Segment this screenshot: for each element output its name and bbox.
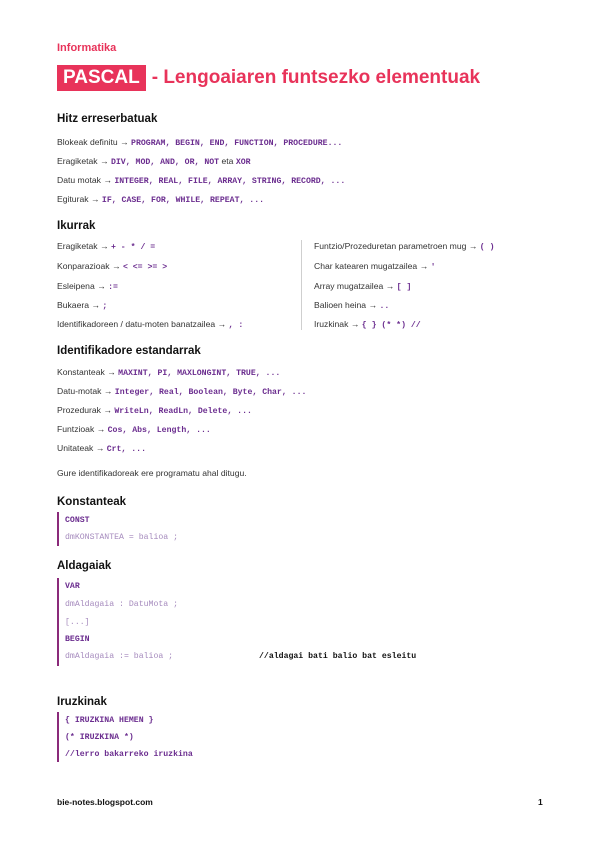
item-code: INTEGER, REAL, FILE, ARRAY, STRING, RECORD, ... (114, 177, 346, 186)
code-line: (* IRUZKINA *) (65, 733, 134, 742)
list-item (57, 300, 107, 311)
item-code: ' (430, 263, 436, 272)
code-line: [...] (65, 618, 90, 627)
section-heading-hitz: Hitz erreserbatuak (57, 113, 158, 125)
list-item (57, 405, 252, 416)
list-item (57, 424, 211, 435)
list-item (57, 367, 280, 378)
item-label: Konparazioak → (57, 261, 121, 271)
item-label: Datu motak → (57, 175, 112, 185)
code-line: { IRUZKINA HEMEN } (65, 716, 154, 725)
list-item (57, 281, 118, 292)
code-line: dmAldagaia : DatuMota ; (65, 600, 179, 609)
list-item (57, 319, 243, 330)
code-comment: //aldagai bati balio bat esleitu (259, 652, 417, 661)
code-line: CONST (65, 516, 90, 525)
item-code: := (108, 283, 118, 292)
section-heading-konstanteak: Konstanteak (57, 496, 127, 508)
section-heading-iruzkinak: Iruzkinak (57, 696, 107, 708)
item-label: Funtzioak → (57, 424, 106, 434)
code-block-konstanteak (57, 512, 179, 546)
item-label: Iruzkinak → (314, 319, 360, 329)
item-code: Crt, ... (106, 445, 146, 454)
list-item (314, 281, 411, 292)
code-line: dmAldagaia := balioa ; (65, 652, 174, 661)
list-item (314, 300, 389, 311)
list-item (57, 175, 345, 186)
item-label: Unitateak → (57, 443, 105, 453)
item-label: Eragiketak → (57, 156, 109, 166)
code-line: BEGIN (65, 635, 90, 644)
item-label: Konstanteak → (57, 367, 116, 377)
title-badge: PASCAL (57, 65, 146, 91)
item-label: Egiturak → (57, 194, 100, 204)
item-label: Datu-motak → (57, 386, 113, 396)
list-item (57, 386, 306, 397)
list-item (57, 443, 146, 454)
page-number: 1 (538, 797, 543, 807)
section-heading-aldagaiak: Aldagaiak (57, 560, 112, 572)
item-code: < <= >= > (122, 263, 168, 272)
code-line: VAR (65, 582, 80, 591)
code-line: //lerro bakarreko iruzkina (65, 750, 193, 759)
item-code: { } (* *) // (361, 321, 421, 330)
section-heading-identifikadore: Identifikadore estandarrak (57, 345, 201, 357)
list-item (314, 319, 421, 330)
list-item (57, 194, 264, 205)
section-heading-ikurrak: Ikurrak (57, 220, 96, 232)
list-item (57, 137, 342, 148)
list-item (314, 261, 435, 272)
item-code: , : (228, 321, 244, 330)
title-text: - Lengoaiaren funtsezko elementuak (151, 67, 481, 88)
identifier-note: Gure identifikadoreak ere programatu ahal ditugu. (57, 468, 247, 478)
item-code: XOR (235, 158, 251, 167)
item-label: Blokeak definitu → (57, 137, 129, 147)
item-code: WriteLn, ReadLn, Delete, ... (114, 407, 252, 416)
column-divider (301, 240, 302, 330)
item-code: .. (379, 302, 390, 311)
list-item (314, 241, 495, 252)
code-line: dmKONSTANTEA = balioa ; (65, 533, 179, 542)
list-item (57, 261, 167, 272)
item-label: Funtzio/Prozeduretan parametroen mug → (314, 241, 478, 251)
item-label: Balioen heina → (314, 300, 378, 310)
footer-site-link[interactable]: bie-notes.blogspot.com (57, 797, 153, 807)
item-code: Cos, Abs, Length, ... (107, 426, 211, 435)
item-code: DIV, MOD, AND, OR, NOT (110, 158, 220, 167)
list-item (57, 241, 155, 252)
item-label: Prozedurak → (57, 405, 112, 415)
list-item (57, 156, 251, 167)
item-label: Identifikadoreen / datu-moten banatzailea → (57, 319, 227, 329)
item-label: Bukaera → (57, 300, 100, 310)
item-code: [ ] (396, 283, 412, 292)
item-code: Integer, Real, Boolean, Byte, Char, ... (114, 388, 307, 397)
code-block-iruzkinak (57, 712, 193, 762)
item-text: eta (219, 156, 236, 166)
code-block-aldagaiak (57, 578, 417, 666)
item-code: IF, CASE, FOR, WHILE, REPEAT, ... (101, 196, 265, 205)
item-code: ; (102, 302, 108, 311)
item-code: PROGRAM, BEGIN, END, FUNCTION, PROCEDURE... (131, 139, 343, 148)
page-title (57, 65, 480, 91)
item-code: MAXINT, PI, MAXLONGINT, TRUE, ... (118, 369, 281, 378)
item-label: Char katearen mugatzailea → (314, 261, 429, 271)
item-code: + - * / = (110, 243, 156, 252)
item-code: ( ) (479, 243, 495, 252)
item-label: Eragiketak → (57, 241, 109, 251)
item-label: Esleipena → (57, 281, 106, 291)
category-label: Informatika (57, 42, 117, 54)
item-label: Array mugatzailea → (314, 281, 395, 291)
